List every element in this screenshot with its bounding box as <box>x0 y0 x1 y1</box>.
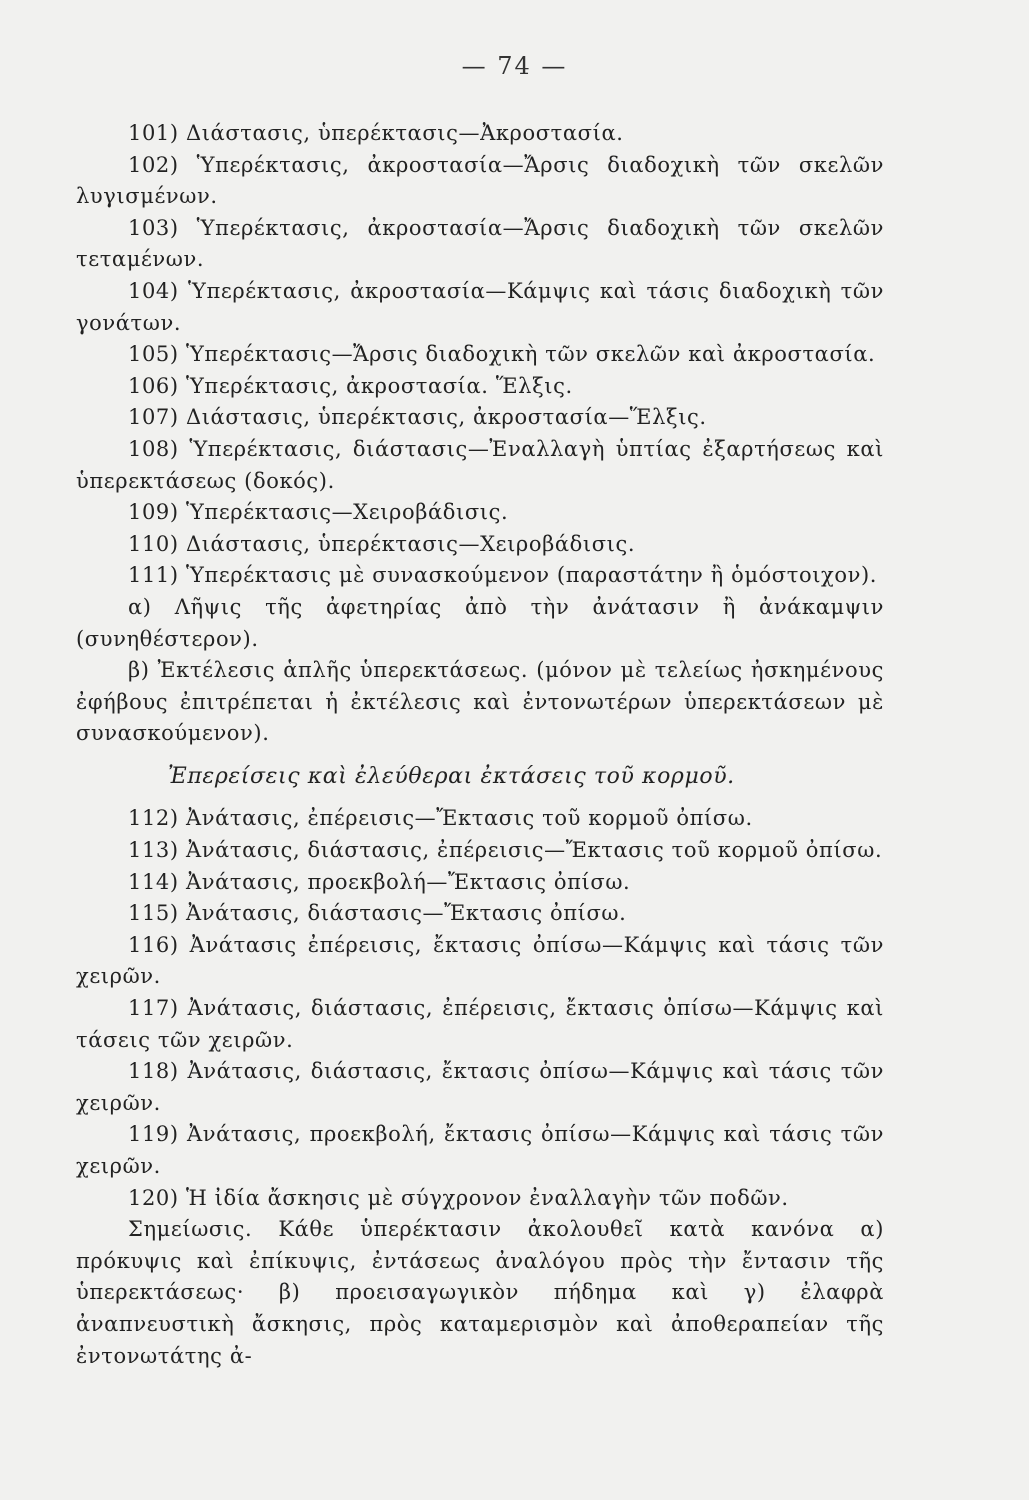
section-heading: Ἐπερείσεις καὶ ἐλεύθεραι ἐκτάσεις τοῦ κορμοῦ. <box>168 763 735 789</box>
exercise-107: 107) Διάστασις, ὑπερέκτασις, ἀκροστασία—Ἕλξις. <box>128 405 707 430</box>
exercise-115: 115) Ἀνάτασις, διάστασις—Ἔκτασις ὀπίσω. <box>128 901 627 926</box>
exercise-104: 104) Ὑπερέκτασις, ἀκροστασία—Κάμψις καὶ τάσις διαδοχικὴ τῶν γονάτων. <box>76 278 884 335</box>
exercise-108: 108) Ὑπερέκτασις, διάστασις—Ἐναλλαγὴ ὑπτίας ἐξαρτήσεως καὶ ὑπερεκτάσεως (δοκός). <box>76 436 884 493</box>
exercise-117: 117) Ἀνάτασις, διάστασις, ἐπέρεισις, ἔκτασις ὀπίσω—Κάμψις καὶ τάσεις τῶν χειρῶν. <box>76 996 884 1052</box>
exercise-112: 112) Ἀνάτασις, ἐπέρεισις—Ἔκτασις τοῦ κορμοῦ ὀπίσω. <box>128 806 753 831</box>
exercise-111: 111) Ὑπερέκτασις μὲ συνασκούμενον (παραστάτην ἢ ὁμόστοιχον). <box>128 563 878 588</box>
exercise-120: 120) Ἡ ἰδία ἄσκησις μὲ σύγχρονον ἐναλλαγὴν τῶν ποδῶν. <box>128 1185 789 1210</box>
exercise-101: 101) Διάστασις, ὑπερέκτασις—Ἀκροστασία. <box>128 121 624 145</box>
exercise-116: 116) Ἀνάτασις ἐπέρεισις, ἔκτασις ὀπίσω—Κάμψις καὶ τάσις τῶν χειρῶν. <box>76 932 884 989</box>
exercise-110: 110) Διάστασις, ὑπερέκτασις—Χειροβάδισις. <box>128 531 636 556</box>
exercise-111-b: β) Ἐκτέλεσις ἁπλῆς ὑπερεκτάσεως. (μόνον μὲ τελείως ἠσκημένους ἐφήβους ἐπιτρέπεται ἡ ἐκτέλεσις καὶ ἐντονωτέρων ὑπερεκτάσεων μὲ συνασκούμενον). <box>76 658 884 746</box>
exercise-106: 106) Ὑπερέκτασις, ἀκροστασία. Ἕλξις. <box>128 373 573 398</box>
exercise-102: 102) Ὑπερέκτασις, ἀκροστασία—Ἄρσις διαδοχικὴ τῶν σκελῶν λυγισμένων. <box>76 152 884 209</box>
exercise-111-a: α) Λῆψις τῆς ἀφετηρίας ἀπὸ τὴν ἀνάτασιν ἢ ἀνάκαμψιν (συνηθέστερον). <box>76 594 884 651</box>
page-number: — 74 — <box>461 52 568 80</box>
exercise-105: 105) Ὑπερέκτασις—Ἄρσις διαδοχικὴ τῶν σκελῶν καὶ ἀκροστασία. <box>128 342 876 367</box>
exercise-118: 118) Ἀνάτασις, διάστασις, ἔκτασις ὀπίσω—Κάμψις καὶ τάσις τῶν χειρῶν. <box>76 1059 884 1115</box>
page-body <box>76 118 884 1372</box>
exercise-109: 109) Ὑπερέκτασις—Χειροβάδισις. <box>128 500 509 525</box>
exercise-114: 114) Ἀνάτασις, προεκβολή—Ἔκτασις ὀπίσω. <box>128 869 631 894</box>
exercise-103: 103) Ὑπερέκτασις, ἀκροστασία—Ἄρσις διαδοχικὴ τῶν σκελῶν τεταμένων. <box>76 215 884 272</box>
note-paragraph: Σημείωσις. Κάθε ὑπερέκτασιν ἀκολουθεῖ κατὰ κανόνα α) πρόκυψις καὶ ἐπίκυψις, ἐντάσεως ἀναλόγου πρὸς τὴν ἔντασιν τῆς ὑπερεκτάσεως· β) προεισαγωγικὸν πήδημα καὶ γ) ἐλαφρὰ ἀναπνευστικὴ ἄσκησις, πρὸς καταμερισμὸν καὶ ἀποθεραπείαν τῆς ἐντονωτάτης ἀ- <box>76 1217 884 1368</box>
exercise-113: 113) Ἀνάτασις, διάστασις, ἐπέρεισις—Ἔκτασις τοῦ κορμοῦ ὀπίσω. <box>128 838 883 863</box>
exercise-119: 119) Ἀνάτασις, προεκβολή, ἔκτασις ὀπίσω—Κάμψις καὶ τάσις τῶν χειρῶν. <box>76 1122 884 1178</box>
